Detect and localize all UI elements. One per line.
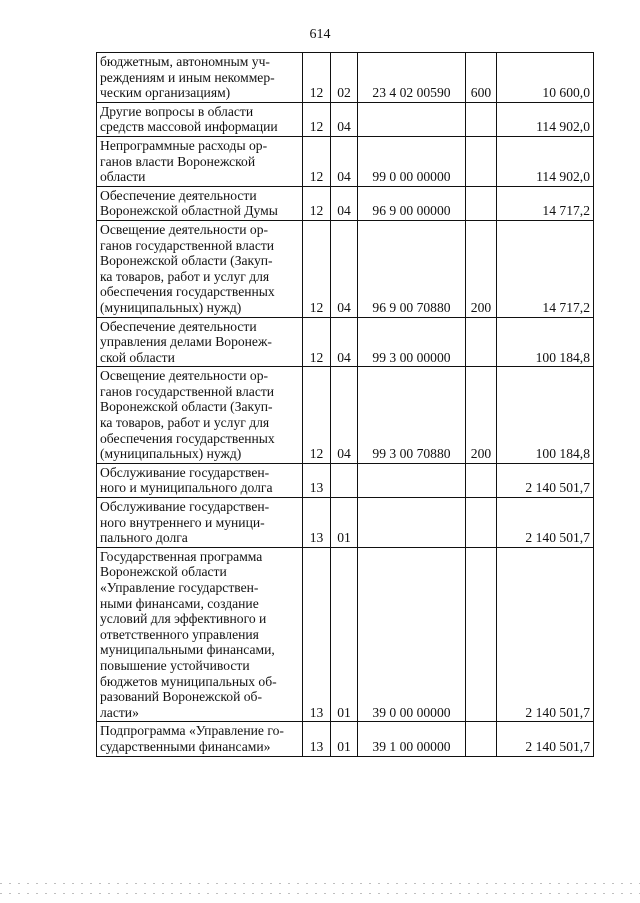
table-row xyxy=(97,220,594,317)
row-expense-type-cell: 200 xyxy=(466,367,497,464)
row-expense-type-cell xyxy=(466,722,497,756)
row-subsection-code-cell: 04 xyxy=(331,102,358,136)
row-target-article-cell: 99 0 00 00000 xyxy=(358,136,466,186)
row-target-article-cell: 39 0 00 00000 xyxy=(358,547,466,722)
row-expense-type-cell xyxy=(466,186,497,220)
row-section-code-cell: 12 xyxy=(303,136,331,186)
row-amount-cell: 14 717,2 xyxy=(497,220,594,317)
row-target-article-cell: 96 9 00 70880 xyxy=(358,220,466,317)
row-subsection-code-cell: 04 xyxy=(331,317,358,367)
row-name-cell: Непрограммные расходы ор- ганов власти Воронежской области xyxy=(97,136,303,186)
row-name-cell: Другие вопросы в области средств массовой информации xyxy=(97,102,303,136)
row-subsection-code-cell: 01 xyxy=(331,547,358,722)
row-expense-type-cell xyxy=(466,102,497,136)
row-expense-type-cell xyxy=(466,463,497,497)
row-section-code-cell: 13 xyxy=(303,498,331,548)
scan-noise-line xyxy=(0,883,640,884)
row-expense-type-cell xyxy=(466,498,497,548)
row-name-cell: Государственная программа Воронежской области «Управление государствен- ными финансами, создание условий для эффективного и ответственного управления муниципальными финансами, повышение устойчивости бюджетов муниципальных об- разований Воронежской об- ласти» xyxy=(97,547,303,722)
table-row xyxy=(97,722,594,756)
row-target-article-cell: 99 3 00 00000 xyxy=(358,317,466,367)
row-amount-cell: 10 600,0 xyxy=(497,53,594,103)
row-subsection-code-cell: 04 xyxy=(331,136,358,186)
table-row xyxy=(97,102,594,136)
row-target-article-cell: 23 4 02 00590 xyxy=(358,53,466,103)
row-section-code-cell: 12 xyxy=(303,220,331,317)
table-row xyxy=(97,317,594,367)
row-section-code-cell: 13 xyxy=(303,463,331,497)
row-section-code-cell: 13 xyxy=(303,722,331,756)
row-section-code-cell: 12 xyxy=(303,102,331,136)
row-section-code-cell: 12 xyxy=(303,53,331,103)
row-name-cell: бюджетным, автономным уч- реждениям и иным некоммер- ческим организациям) xyxy=(97,53,303,103)
row-target-article-cell: 96 9 00 00000 xyxy=(358,186,466,220)
table-row xyxy=(97,547,594,722)
row-amount-cell: 2 140 501,7 xyxy=(497,722,594,756)
row-name-cell: Освещение деятельности ор- ганов государственной власти Воронежской области (Закуп- ка товаров, работ и услуг для обеспечения государственных (муниципальных) нужд) xyxy=(97,220,303,317)
row-section-code-cell: 13 xyxy=(303,547,331,722)
budget-table xyxy=(96,52,594,757)
row-expense-type-cell: 600 xyxy=(466,53,497,103)
page-number: 614 xyxy=(309,27,331,42)
row-subsection-code-cell: 02 xyxy=(331,53,358,103)
row-name-cell: Освещение деятельности ор- ганов государственной власти Воронежской области (Закуп- ка товаров, работ и услуг для обеспечения государственных (муниципальных) нужд) xyxy=(97,367,303,464)
row-expense-type-cell xyxy=(466,547,497,722)
table-row xyxy=(97,498,594,548)
row-section-code-cell: 12 xyxy=(303,367,331,464)
row-subsection-code-cell: 04 xyxy=(331,367,358,464)
scan-noise-line xyxy=(0,893,640,894)
row-amount-cell: 14 717,2 xyxy=(497,186,594,220)
row-name-cell: Обеспечение деятельности Воронежской областной Думы xyxy=(97,186,303,220)
row-amount-cell: 114 902,0 xyxy=(497,136,594,186)
row-amount-cell: 2 140 501,7 xyxy=(497,498,594,548)
row-expense-type-cell xyxy=(466,317,497,367)
row-subsection-code-cell: 01 xyxy=(331,722,358,756)
row-name-cell: Обеспечение деятельности управления делами Воронеж- ской области xyxy=(97,317,303,367)
row-target-article-cell xyxy=(358,463,466,497)
row-name-cell: Обслуживание государствен- ного внутреннего и муници- пального долга xyxy=(97,498,303,548)
row-amount-cell: 100 184,8 xyxy=(497,367,594,464)
row-expense-type-cell xyxy=(466,136,497,186)
row-subsection-code-cell: 01 xyxy=(331,498,358,548)
row-target-article-cell: 99 3 00 70880 xyxy=(358,367,466,464)
row-section-code-cell: 12 xyxy=(303,186,331,220)
row-amount-cell: 2 140 501,7 xyxy=(497,547,594,722)
row-section-code-cell: 12 xyxy=(303,317,331,367)
row-name-cell: Обслуживание государствен- ного и муниципального долга xyxy=(97,463,303,497)
row-amount-cell: 2 140 501,7 xyxy=(497,463,594,497)
table-row xyxy=(97,186,594,220)
row-subsection-code-cell xyxy=(331,463,358,497)
row-target-article-cell xyxy=(358,498,466,548)
table-row xyxy=(97,136,594,186)
table-row xyxy=(97,463,594,497)
row-target-article-cell xyxy=(358,102,466,136)
row-amount-cell: 100 184,8 xyxy=(497,317,594,367)
row-amount-cell: 114 902,0 xyxy=(497,102,594,136)
row-expense-type-cell: 200 xyxy=(466,220,497,317)
table-row xyxy=(97,367,594,464)
row-subsection-code-cell: 04 xyxy=(331,186,358,220)
row-target-article-cell: 39 1 00 00000 xyxy=(358,722,466,756)
budget-table-body xyxy=(97,53,594,757)
table-row xyxy=(97,53,594,103)
row-name-cell: Подпрограмма «Управление го- сударственными финансами» xyxy=(97,722,303,756)
row-subsection-code-cell: 04 xyxy=(331,220,358,317)
